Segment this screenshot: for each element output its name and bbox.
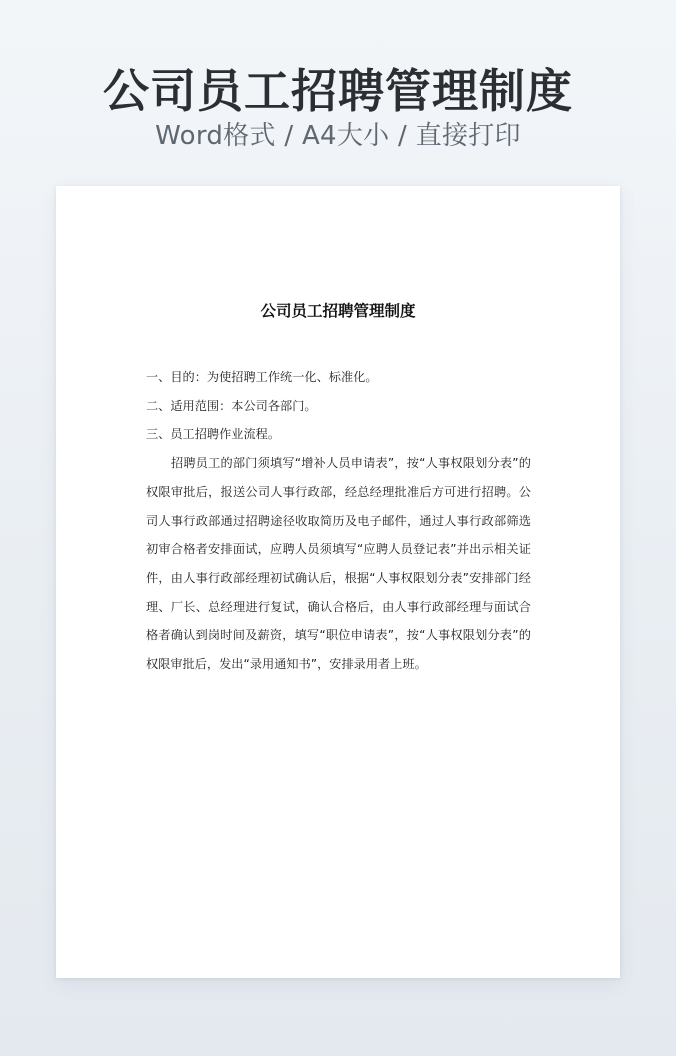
document-page [56, 186, 620, 978]
document-title: 公司员工招聘管理制度 [260, 302, 416, 320]
purpose-line: 一、目的：为使招聘工作统一化、标准化。 [146, 370, 378, 384]
document-body [146, 363, 531, 679]
promo-subtitle: Word格式 / A4大小 / 直接打印 [155, 121, 521, 151]
scope-line: 二、适用范围：本公司各部门。 [146, 398, 317, 413]
promo-header [0, 0, 676, 170]
promo-title: 公司员工招聘管理制度 [103, 64, 573, 118]
process-paragraph: 招聘员工的部门须填写“增补人员申请表”，按“人事权限划分表”的权限审批后，报送公司人事行政部，经总经理批准后方可进行招聘。公司人事行政部通过招聘途径收取简历及电子邮件，通过人事行政部筛选初审合格者安排面试，应聘人员须填写“应聘人员登记表”并出示相关证件，由人事行政部经理初试确认后，根据“人事权限划分表”安排部门经理、厂长、总经理进行复试，确认合格后，由人事行政部经理与面试合格者确认到岗时间及薪资，填写“职位申请表”，按“人事权限划分表”的权限审批后，发出“录用通知书”，安排录用者上班。 [146, 456, 531, 672]
process-heading: 三、员工招聘作业流程。 [146, 427, 281, 442]
